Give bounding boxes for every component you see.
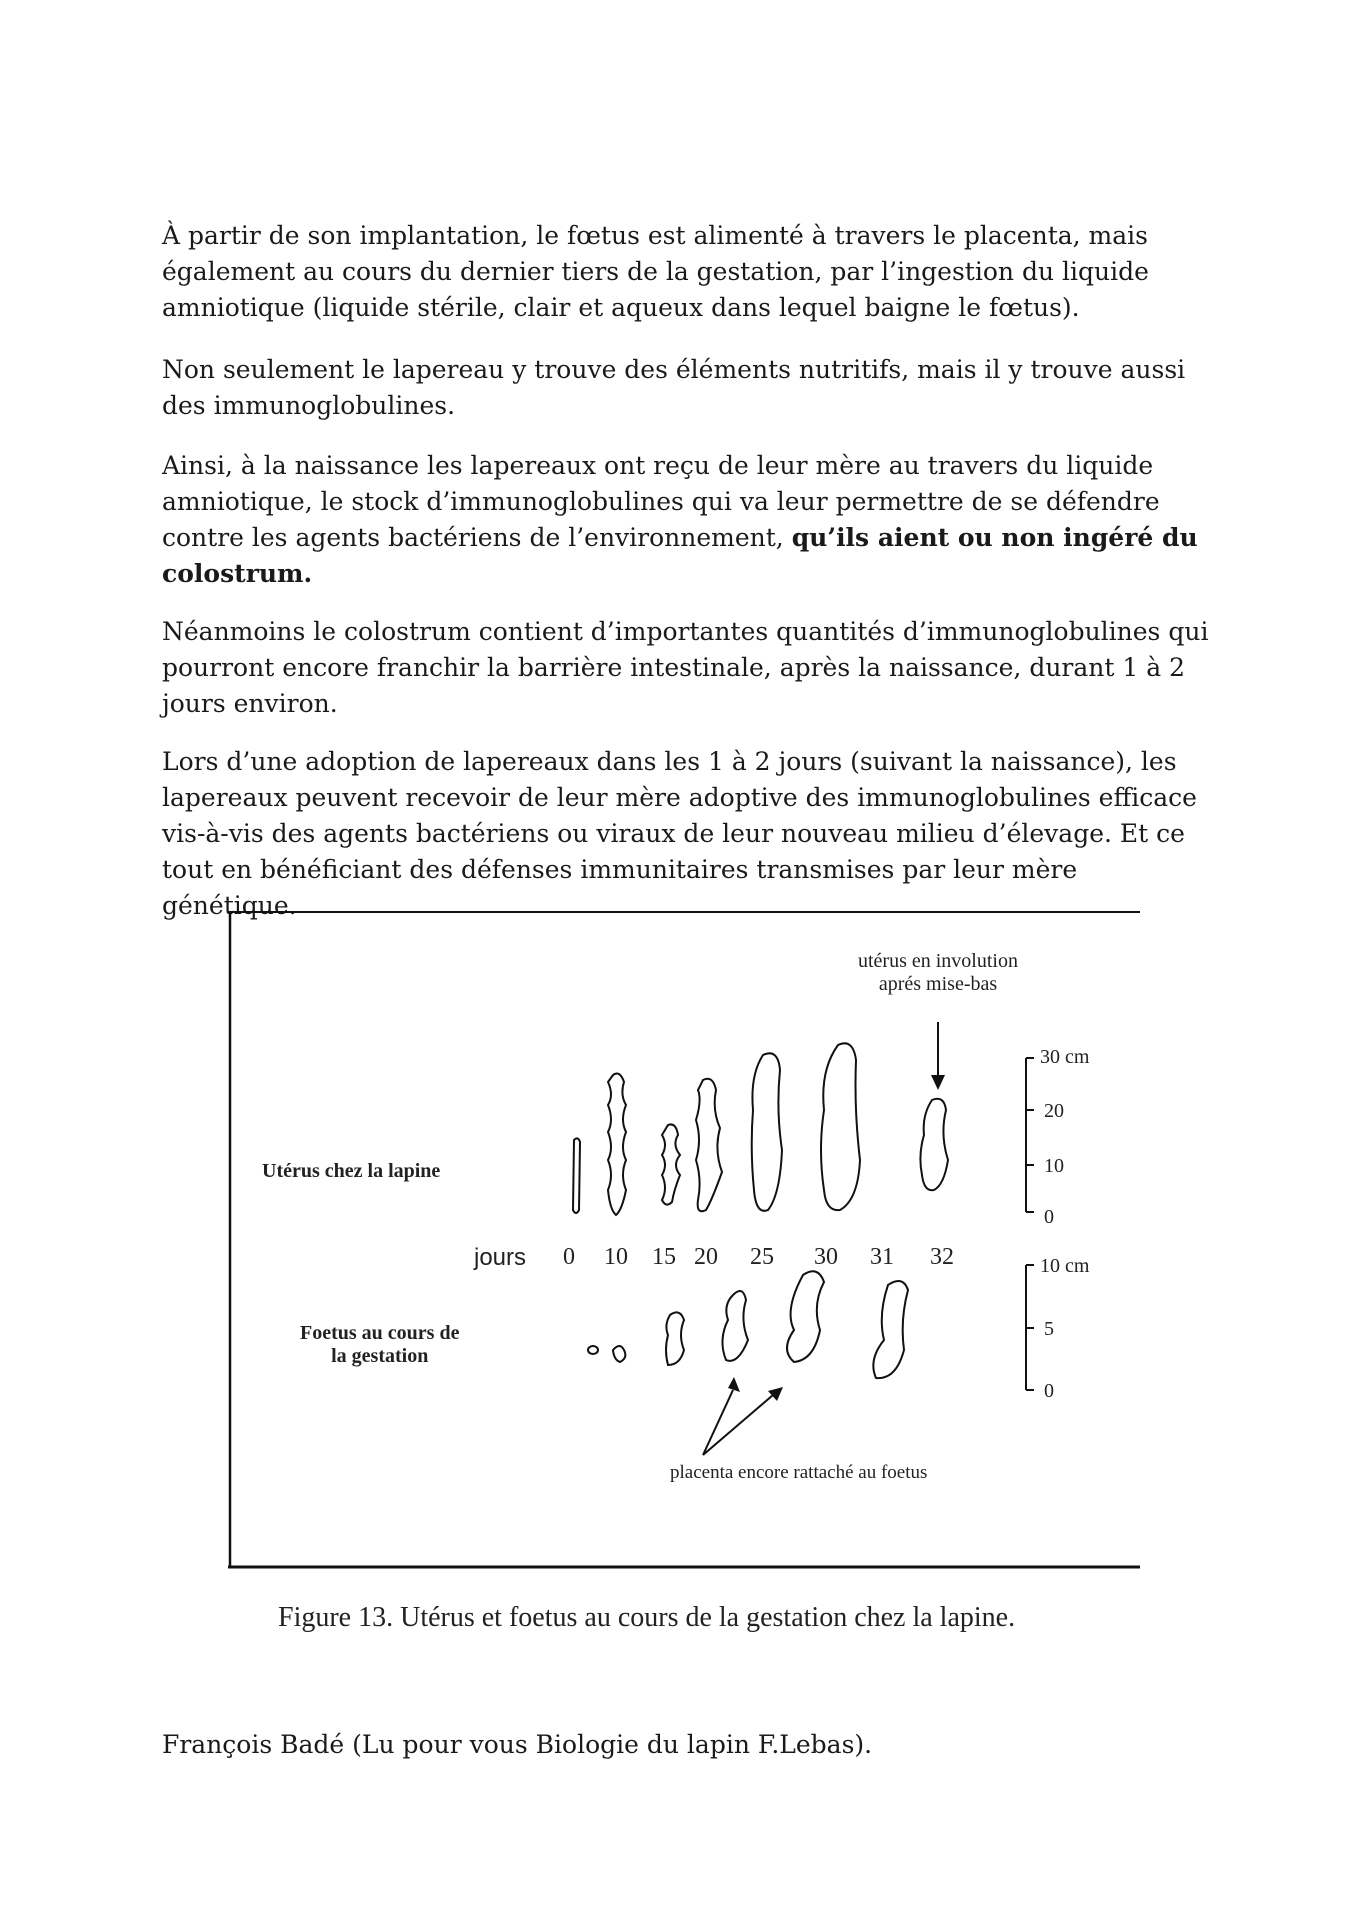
- paragraph-5-text: Lors d’une adoption de lapereaux dans les 1 à 2 jours (suivant la naissance), les lapereaux peuvent recevoir de leur mère adoptive des immunoglobulines efficace vis-à-vis des agents bactériens ou viraux de leur nouveau milieu d’élevage. Et ce tout en bénéficiant des défenses immunitaires transmises par leur mère génétique.: [162, 747, 1197, 920]
- involution-line2: aprés mise-bas: [878, 973, 998, 995]
- fetus-day-10: [588, 1346, 598, 1354]
- placenta-arrows: [703, 1377, 783, 1455]
- uterus-scale-30: 30 cm: [1040, 1046, 1090, 1068]
- paragraph-1: [162, 218, 1212, 350]
- uterus-shapes: [573, 1043, 948, 1215]
- fetus-scale-5: 5: [1044, 1318, 1054, 1340]
- paragraph-3-normal: Ainsi, à la naissance les lapereaux ont reçu de leur mère au travers du liquide amniotique, le stock d’immunoglobulines qui va leur permettre de se défendre contre les agents bactériens de l’environnement,: [162, 451, 1160, 552]
- fetus-label: [300, 1322, 459, 1368]
- involution-label: [848, 950, 1028, 996]
- uterus-day-25: [752, 1053, 782, 1211]
- paragraph-3-bold: qu’ils aient ou non ingéré du colostrum.: [162, 523, 1198, 588]
- uterus-label: Utérus chez la lapine: [262, 1160, 441, 1182]
- day-label-30: 30: [814, 1244, 838, 1270]
- paragraph-4: [162, 614, 1212, 746]
- day-label-10: 10: [604, 1244, 628, 1270]
- paragraph-3: [162, 448, 1212, 616]
- paragraph-1-text: À partir de son implantation, le fœtus est alimenté à travers le placenta, mais également au cours du dernier tiers de la gestation, par l’ingestion du liquide amniotique (liquide stérile, clair et aqueux dans lequel baigne le fœtus).: [162, 221, 1149, 322]
- fetus-day-25: [722, 1291, 748, 1361]
- fetus-scale-bar: [1026, 1265, 1034, 1390]
- paragraph-4-text: Néanmoins le colostrum contient d’importantes quantités d’immunoglobulines qui pourront encore franchir la barrière intestinale, après la naissance, durant 1 à 2 jours environ.: [162, 617, 1209, 718]
- involution-line1: utérus en involution: [858, 950, 1018, 972]
- uterus-scale-bar: [1026, 1058, 1034, 1212]
- uterus-day-30: [821, 1043, 860, 1210]
- figure-caption: Figure 13. Utérus et foetus au cours de la gestation chez la lapine.: [278, 1602, 1016, 1633]
- day-label-15: 15: [652, 1244, 676, 1270]
- credit-line: François Badé (Lu pour vous Biologie du lapin F.Lebas).: [162, 1730, 873, 1759]
- uterus-scale-20: 20: [1044, 1100, 1064, 1122]
- fetus-day-20: [666, 1312, 684, 1365]
- uterus-day-10: [608, 1074, 626, 1215]
- fetus-scale-10: 10 cm: [1040, 1255, 1090, 1277]
- fetus-scale-0: 0: [1044, 1380, 1054, 1402]
- uterus-day-0: [573, 1138, 580, 1213]
- uterus-scale-0: 0: [1044, 1206, 1054, 1228]
- fetus-label-line2: la gestation: [331, 1345, 429, 1367]
- fetus-shapes: [588, 1271, 908, 1378]
- day-label-31: 31: [870, 1244, 894, 1270]
- days-axis-label: jours: [474, 1244, 527, 1271]
- day-label-0: 0: [563, 1244, 575, 1270]
- day-label-25: 25: [750, 1244, 774, 1270]
- day-label-20: 20: [694, 1244, 718, 1270]
- paragraph-2-text: Non seulement le lapereau y trouve des éléments nutritifs, mais il y trouve aussi des immunoglobulines.: [162, 355, 1186, 420]
- paragraph-2: [162, 352, 1212, 448]
- day-label-32: 32: [930, 1244, 954, 1270]
- placenta-label: placenta encore rattaché au foetus: [670, 1462, 928, 1483]
- uterus-involution: [920, 1099, 948, 1190]
- fetus-label-line1: Foetus au cours de: [300, 1322, 460, 1344]
- fetus-day-30: [787, 1271, 824, 1362]
- uterus-day-15: [662, 1124, 680, 1204]
- figure-uterus-fetus: [228, 910, 1140, 1570]
- uterus-scale-10: 10: [1044, 1155, 1064, 1177]
- fetus-day-15: [613, 1346, 625, 1362]
- fetus-day-31: [873, 1281, 908, 1378]
- uterus-day-20: [696, 1079, 722, 1212]
- paragraph-3-text: [162, 448, 1212, 592]
